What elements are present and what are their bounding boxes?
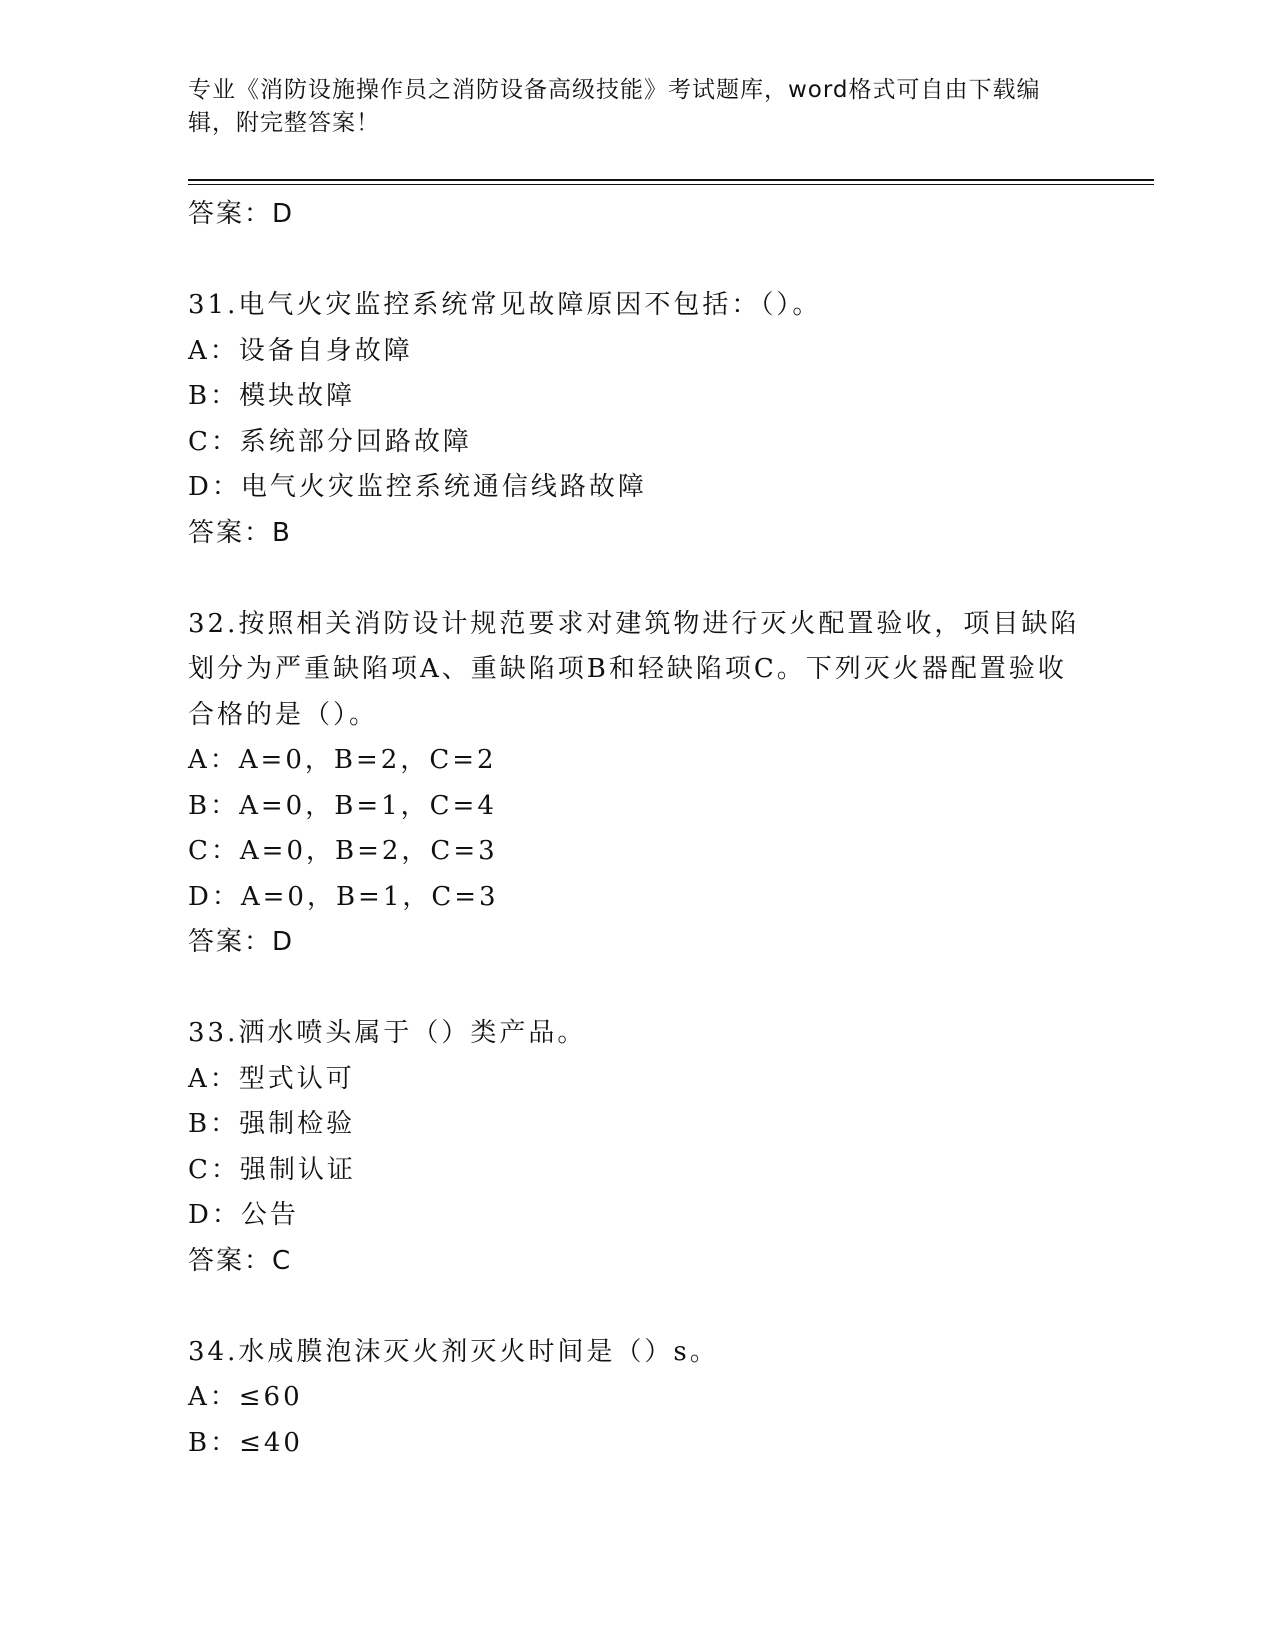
option-b: B：模块故障 [188,381,356,411]
answer-text: 答案：D [188,927,295,957]
option-a: A：设备自身故障 [188,335,413,366]
option-b: B：≤40 [188,1427,303,1458]
question-item [188,283,1088,556]
answer-text: 答案：C [188,1245,293,1276]
question-item [188,1011,1088,1284]
option-a: A：≤60 [188,1382,303,1412]
document-header: 专业《消防设施操作员之消防设备高级技能》考试题库，word格式可自由下载编辑，附完整答案！ [188,77,1041,136]
option-d: D：电气火灾监控系统通信线路故障 [188,472,647,502]
option-b: B：A=0，B=1，C=4 [188,790,497,821]
question-text: 34.水成膜泡沫灭火剂灭火时间是（）s。 [188,1336,719,1367]
option-a: A：型式认可 [188,1063,355,1094]
option-c: C：系统部分回路故障 [188,426,472,457]
option-a: A：A=0，B=2，C=2 [188,745,497,775]
question-text-line: 合格的是（）。 [188,699,379,730]
option-c: C：强制认证 [188,1154,356,1185]
answer-text: 答案：D [188,199,295,229]
question-text-line: 划分为严重缺陷项A、重缺陷项B和轻缺陷项C。下列灭火器配置验收 [188,654,1067,684]
header-rule-thin [188,184,1154,185]
option-d: D：A=0，B=1，C=3 [188,881,499,912]
header-rule-thick [188,179,1154,181]
question-text-line: 32.按照相关消防设计规范要求对建筑物进行灭火配置验收，项目缺陷 [188,608,1080,639]
option-c: C：A=0，B=2，C=3 [188,836,498,866]
question-item [188,602,1088,966]
question-list [188,192,1088,1466]
option-b: B：强制检验 [188,1109,356,1139]
option-d: D：公告 [188,1200,299,1230]
answer-text: 答案：B [188,517,292,548]
question-item [188,1330,1088,1467]
question-text: 33.洒水喷头属于（）类产品。 [188,1018,587,1048]
question-text: 31.电气火灾监控系统常见故障原因不包括：（）。 [188,290,822,320]
